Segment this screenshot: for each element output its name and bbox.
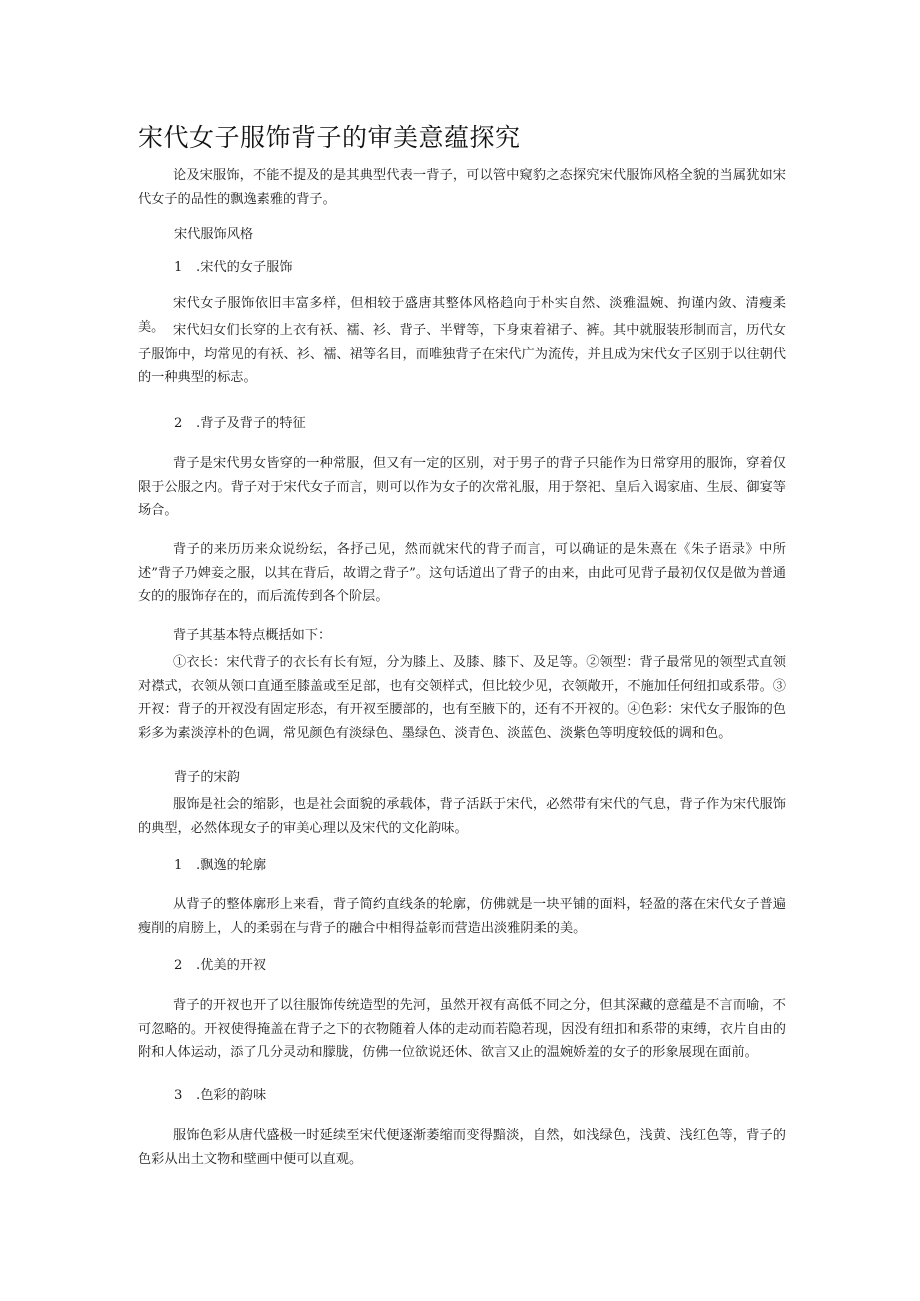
subheading-label: .宋代的女子服饰 [196,260,293,275]
paragraph: 宋代妇女们长穿的上衣有袄、襦、衫、背子、半臂等，下身束着裙子、裤。其中就服装形制而言，历代女子服饰中，均常见的有袄、衫、襦、裙等名目，而唯独背子在宋代广为流传，并且成为宋代女子区别于以往朝代的一种典型的标志。 [138,323,786,385]
subheading-label: .优美的开衩 [196,958,267,973]
paragraph: 背子是宋代男女皆穿的一种常服，但又有一定的区别，对于男子的背子只能作为日常穿用的服饰，穿着仅限于公服之内。背子对于宋代女子而言，则可以作为女子的次常礼服，用于祭祀、皇后入谒家庙、生辰、御宴等场合。 [138,456,786,518]
paragraph: 宋代女子服饰依旧丰富多样，但相较于盛唐其整体风格趋向于朴实自然、淡雅温婉、拘谨内敛、清瘦柔美。 [138,296,786,335]
paragraph: 从背子的整体廓形上来看，背子简约直线条的轮廓，仿佛就是一块平铺的面料，轻盈的落在宋代女子普遍瘦削的肩膀上，人的柔弱在与背子的融合中相得益彰而营造出淡雅阴柔的美。 [138,897,786,936]
subheading-number: 1 [174,858,183,873]
document-title: 宋代女子服饰背子的审美意蕴探究 [138,123,521,152]
subheading-label: .飘逸的轮廓 [196,858,267,873]
subheading-number: 2 [174,416,183,431]
subheading-color [174,1086,266,1106]
subheading-label: .背子及背子的特征 [196,416,306,431]
paragraph: 背子其基本特点概括如下： [173,628,332,643]
section-heading-song-style: 宋代服饰风格 [174,227,254,242]
paragraph-feature-list: ①衣长：宋代背子的衣长有长有短，分为膝上、及膝、膝下、及足等。②领型：背子最常见的领型式直领对襟式，衣领从领口直通至膝盖或至足部，也有交领样式，但比较少见，衣领敞开，不施加任何纽扣或系带。③开衩：背子的开衩没有固定形态，有开衩至腰部的，也有至腋下的，还有不开衩的。④色彩：宋代女子服饰的色彩多为素淡淳朴的色调，常见颜色有淡绿色、墨绿色、淡青色、淡蓝色、淡紫色等明度较低的调和色。 [138,655,786,741]
subheading-women-clothing [174,258,293,278]
subheading-outline [174,856,266,876]
subheading-number: 3 [174,1088,183,1103]
paragraph: 背子的来历历来众说纷纭，各抒己见，然而就宋代的背子而言，可以确证的是朱熹在《朱子语录》中所述”背子乃婢妾之服，以其在背后，故谓之背子”。这句话道出了背子的由来，由此可见背子最初仅仅是做为普通女的的服饰存在的，而后流传到各个阶层。 [138,542,786,604]
subheading-beizi-features [174,414,306,434]
section-heading-song-charm: 背子的宋韵 [174,770,240,785]
intro-paragraph: 论及宋服饰，不能不提及的是其典型代表一背子，可以管中窥豹之态探究宋代服饰风格全貌的当属犹如宋代女子的品性的飘逸素雅的背子。 [138,168,786,207]
paragraph: 服饰是社会的缩影，也是社会面貌的承载体，背子活跃于宋代，必然带有宋代的气息，背子作为宋代服饰的典型，必然体现女子的审美心理以及宋代的文化韵味。 [138,797,786,836]
paragraph: 服饰色彩从唐代盛极一时延续至宋代便逐渐萎缩而变得黯淡，自然，如浅绿色，浅黄、浅红色等，背子的色彩从出土文物和壁画中便可以直观。 [138,1128,786,1167]
subheading-number: 1 [174,260,183,275]
paragraph: 背子的开衩也开了以往服饰传统造型的先河，虽然开衩有高低不同之分，但其深藏的意蕴是不言而喻，不可忽略的。开衩使得掩盖在背子之下的衣物随着人体的走动而若隐若现，因没有纽扣和系带的束缚，衣片自由的附和人体运动，添了几分灵动和朦胧，仿佛一位欲说还休、欲言又止的温婉娇羞的女子的形象展现在面前。 [138,998,786,1060]
subheading-number: 2 [174,958,183,973]
subheading-label: .色彩的韵味 [196,1088,267,1103]
subheading-slit [174,956,266,976]
